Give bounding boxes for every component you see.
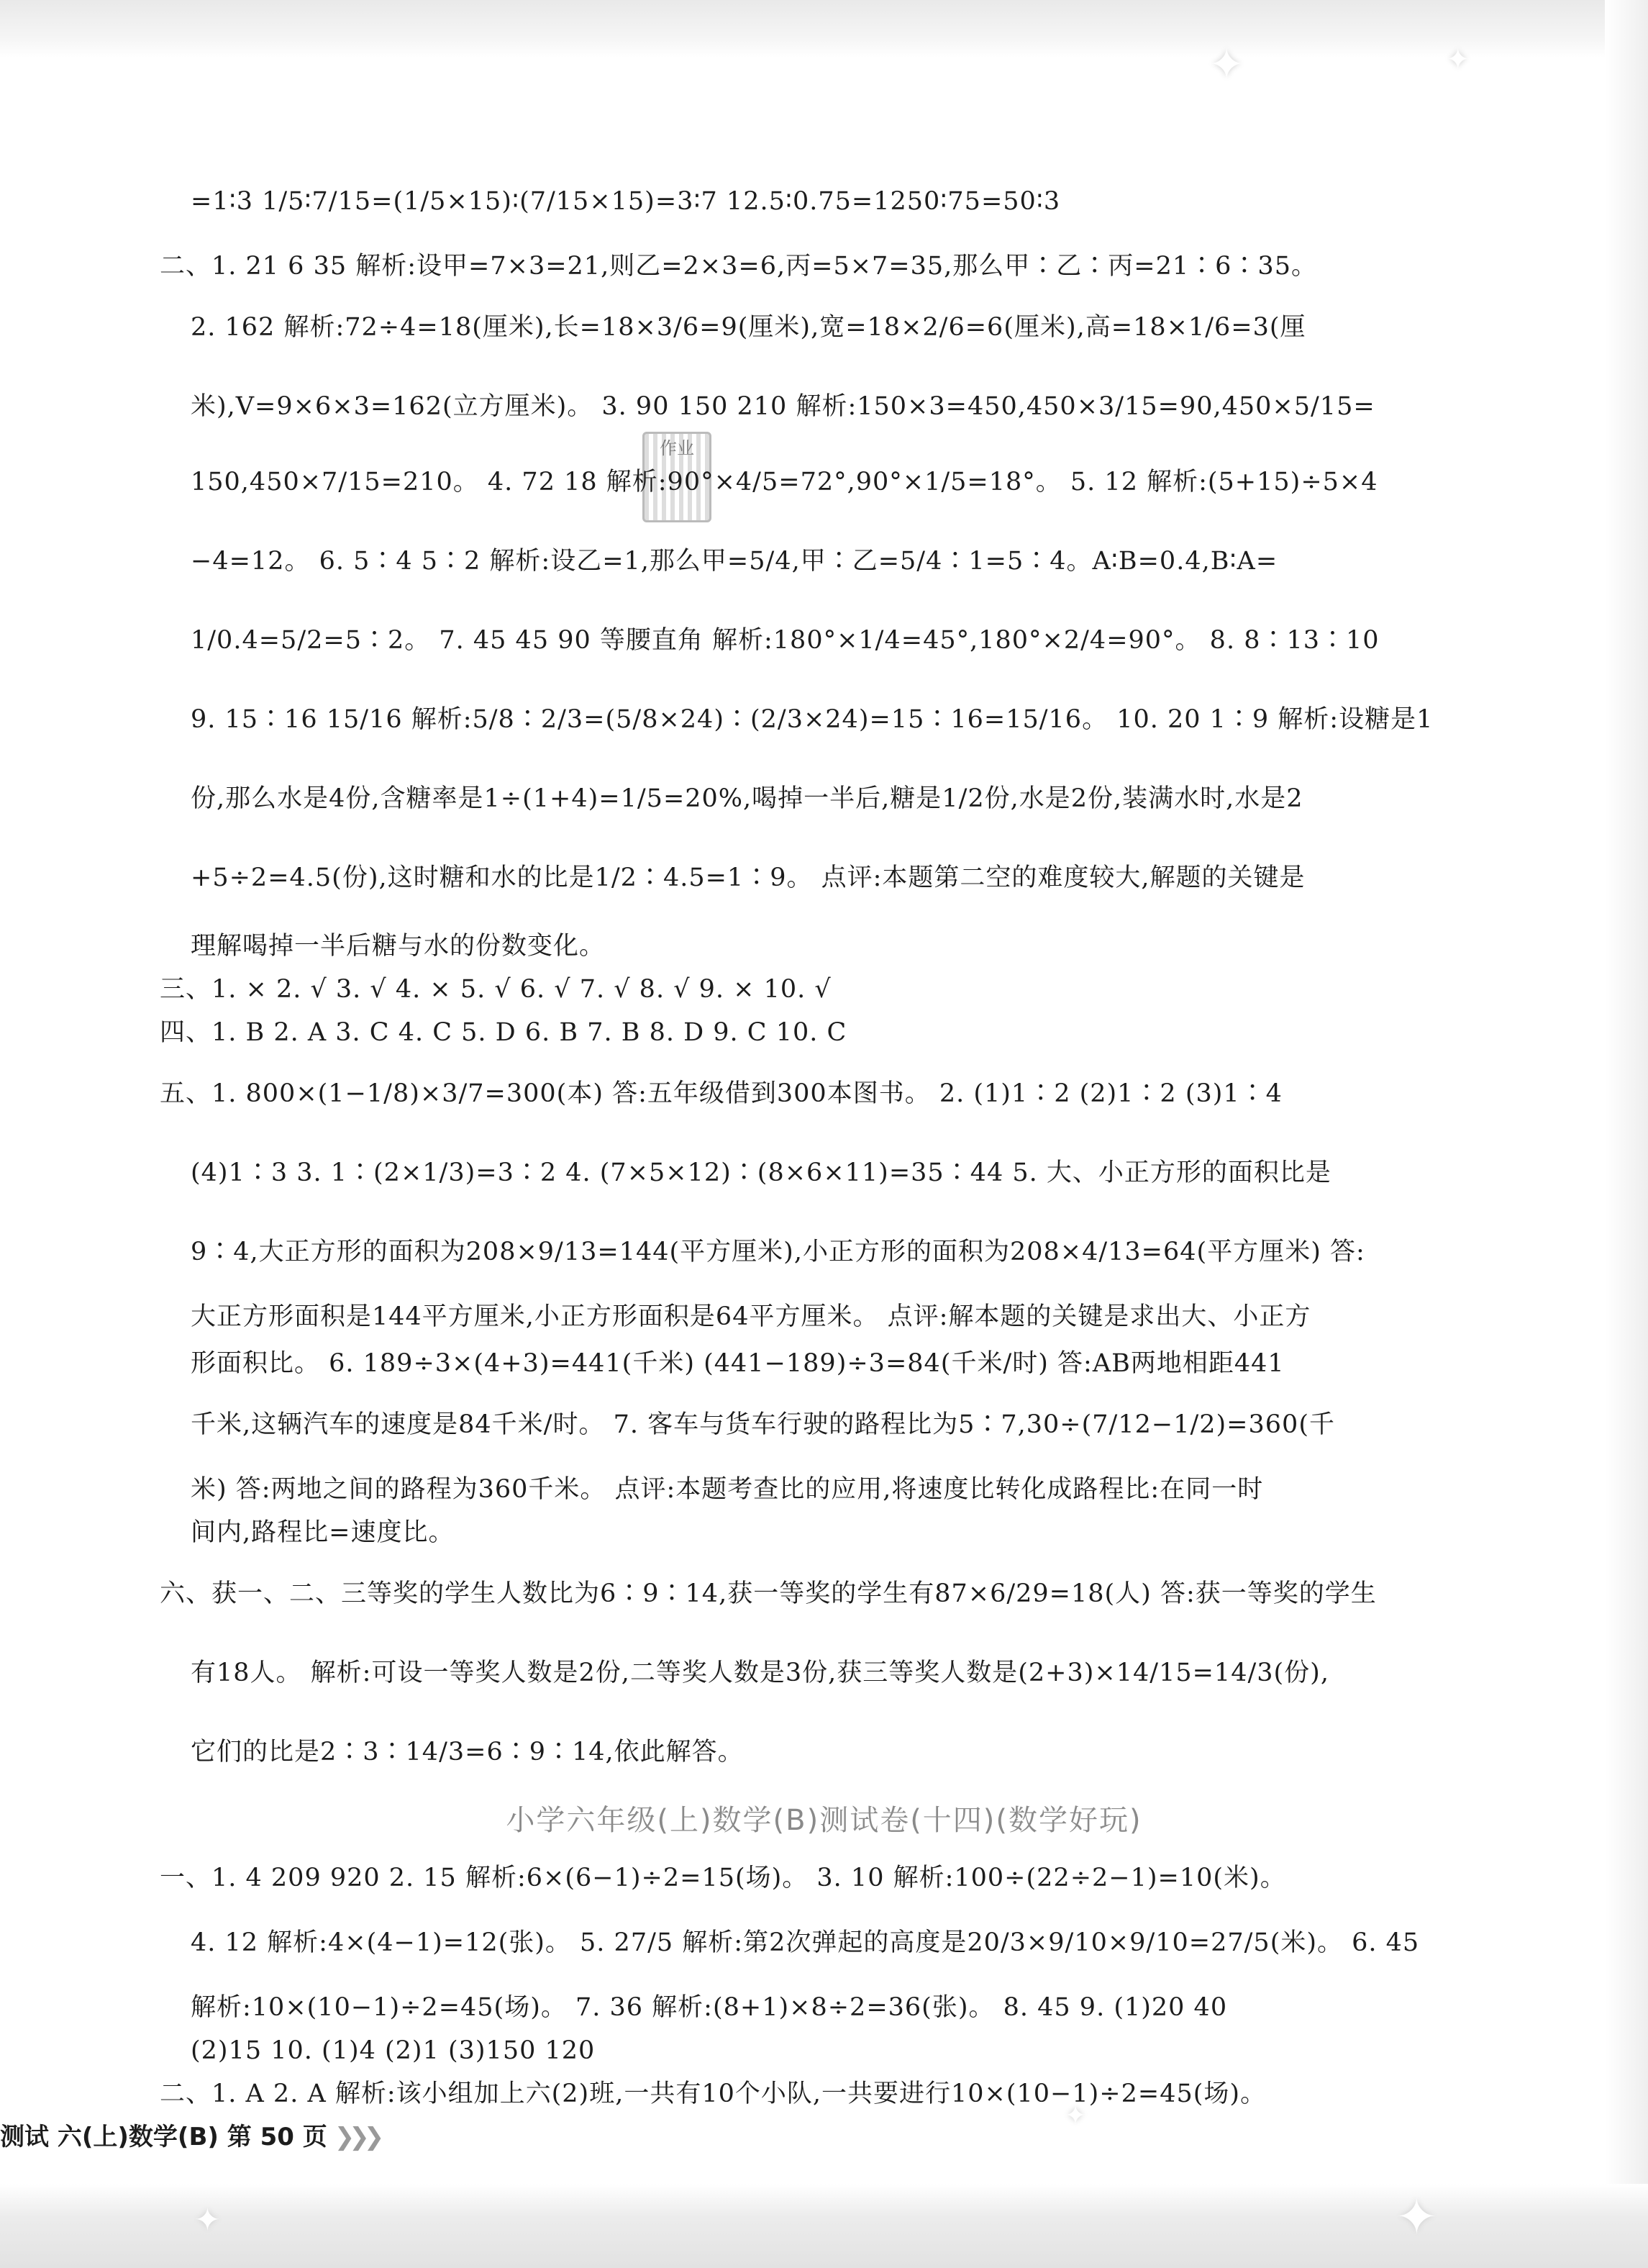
answer-line: 150,450×7/15=210。 4. 72 18 解析:90°×4/5=72°,90°×1/5=18°。 5. 12 解析:(5+15)÷5×4 — [191, 468, 1378, 496]
answer-line: 千米,这辆汽车的速度是84千米/时。 7. 客车与货车行驶的路程比为5∶7,30÷(7/12−1/2)=360(千 — [191, 1410, 1335, 1439]
answer-line: =1∶3 1/5∶7/15=(1/5×15)∶(7/15×15)=3∶7 12.5∶0.75=1250∶75=50∶3 — [191, 187, 1061, 216]
answer-line: (4)1∶3 3. 1∶(2×1/3)=3∶2 4. (7×5×12)∶(8×6×11)=35∶44 5. 大、小正方形的面积比是 — [191, 1158, 1331, 1187]
answer-line: 米) 答:两地之间的路程为360千米。 点评:本题考查比的应用,将速度比转化成路程比:在同一时 — [191, 1475, 1264, 1504]
answer-line: 五、1. 800×(1−1/8)×3/7=300(本) 答:五年级借到300本图书。 2. (1)1∶2 (2)1∶2 (3)1∶4 — [160, 1079, 1283, 1108]
answer-line: 形面积比。 6. 189÷3×(4+3)=441(千米) (441−189)÷3=84(千米/时) 答:AB两地相距441 — [191, 1349, 1285, 1378]
answer-line: 一、1. 4 209 920 2. 15 解析:6×(6−1)÷2=15(场)。 3. 10 解析:100÷(22÷2−1)=10(米)。 — [160, 1864, 1286, 1892]
sparkle-icon: ✦ — [1446, 43, 1470, 76]
answer-line: 它们的比是2∶3∶14/3=6∶9∶14,依此解答。 — [191, 1738, 744, 1766]
answer-line: 份,那么水是4份,含糖率是1÷(1+4)=1/5=20%,喝掉一半后,糖是1/2份,水是2份,装满水时,水是2 — [191, 784, 1303, 813]
answer-line: +5÷2=4.5(份),这时糖和水的比是1/2∶4.5=1∶9。 点评:本题第二空的难度较大,解题的关键是 — [191, 863, 1306, 892]
footer-label: 测试 六(上)数学(B) 第 50 页 — [0, 2123, 327, 2151]
answer-line: 2. 162 解析:72÷4=18(厘米),长=18×3/6=9(厘米),宽=18×2/6=6(厘米),高=18×1/6=3(厘 — [191, 313, 1306, 342]
answer-line: 解析:10×(10−1)÷2=45(场)。 7. 36 解析:(8+1)×8÷2=36(张)。 8. 45 9. (1)20 40 — [191, 1993, 1228, 2022]
answer-line: 理解喝掉一半后糖与水的份数变化。 — [191, 932, 606, 961]
answer-line: 4. 12 解析:4×(4−1)=12(张)。 5. 27/5 解析:第2次弹起的高度是20/3×9/10×9/10=27/5(米)。 6. 45 — [191, 1928, 1420, 1957]
answer-line: 三、1. × 2. √ 3. √ 4. × 5. √ 6. √ 7. √ 8. √ 9. × 10. √ — [160, 975, 832, 1004]
answer-line: 9. 15∶16 15/16 解析:5/8∶2/3=(5/8×24)∶(2/3×24)=15∶16=15/16。 10. 20 1∶9 解析:设糖是1 — [191, 705, 1434, 734]
answer-line: −4=12。 6. 5∶4 5∶2 解析:设乙=1,那么甲=5/4,甲∶乙=5/4∶1=5∶4。A∶B=0.4,B∶A= — [191, 547, 1278, 576]
answer-line: 9∶4,大正方形的面积为208×9/13=144(平方厘米),小正方形的面积为208×4/13=64(平方厘米) 答: — [191, 1238, 1365, 1266]
sparkle-icon: ✦ — [1208, 40, 1245, 90]
answer-line: 六、获一、二、三等奖的学生人数比为6∶9∶14,获一等奖的学生有87×6/29=18(人) 答:获一等奖的学生 — [160, 1579, 1377, 1608]
sparkle-icon: ✦ — [1396, 2187, 1438, 2246]
answer-line: (2)15 10. (1)4 (2)1 (3)150 120 — [191, 2036, 596, 2065]
answer-line: 间内,路程比=速度比。 — [191, 1518, 455, 1547]
answer-line: 大正方形面积是144平方厘米,小正方形面积是64平方厘米。 点评:解本题的关键是求出大、小正方 — [191, 1302, 1311, 1331]
page-footer — [0, 2115, 378, 2159]
sparkle-icon: ✦ — [1065, 2101, 1087, 2131]
answer-line: 有18人。 解析:可设一等奖人数是2份,二等奖人数是3份,获三等奖人数是(2+3)×14/15=14/3(份), — [191, 1659, 1329, 1687]
answer-line: 米),V=9×6×3=162(立方厘米)。 3. 90 150 210 解析:150×3=450,450×3/15=90,450×5/15= — [191, 392, 1375, 421]
answer-line: 四、1. B 2. A 3. C 4. C 5. D 6. B 7. B 8. D 9. C 10. C — [160, 1018, 847, 1047]
section-title: 小学六年级(上)数学(B)测试卷(十四)(数学好玩) — [506, 1804, 1142, 1837]
answer-line: 1/0.4=5/2=5∶2。 7. 45 45 90 等腰直角 解析:180°×1/4=45°,180°×2/4=90°。 8. 8∶13∶10 — [191, 626, 1380, 655]
sparkle-icon: ✦ — [194, 2202, 221, 2238]
arrow-decoration-icon: ❯❯❯ — [334, 2123, 379, 2151]
stamp-label: 作业 — [660, 438, 694, 458]
answer-line: 二、1. 21 6 35 解析:设甲=7×3=21,则乙=2×3=6,丙=5×7=35,那么甲∶乙∶丙=21∶6∶35。 — [160, 252, 1317, 281]
answer-line: 二、1. A 2. A 解析:该小组加上六(2)班,一共有10个小队,一共要进行10×(10−1)÷2=45(场)。 — [160, 2079, 1267, 2108]
